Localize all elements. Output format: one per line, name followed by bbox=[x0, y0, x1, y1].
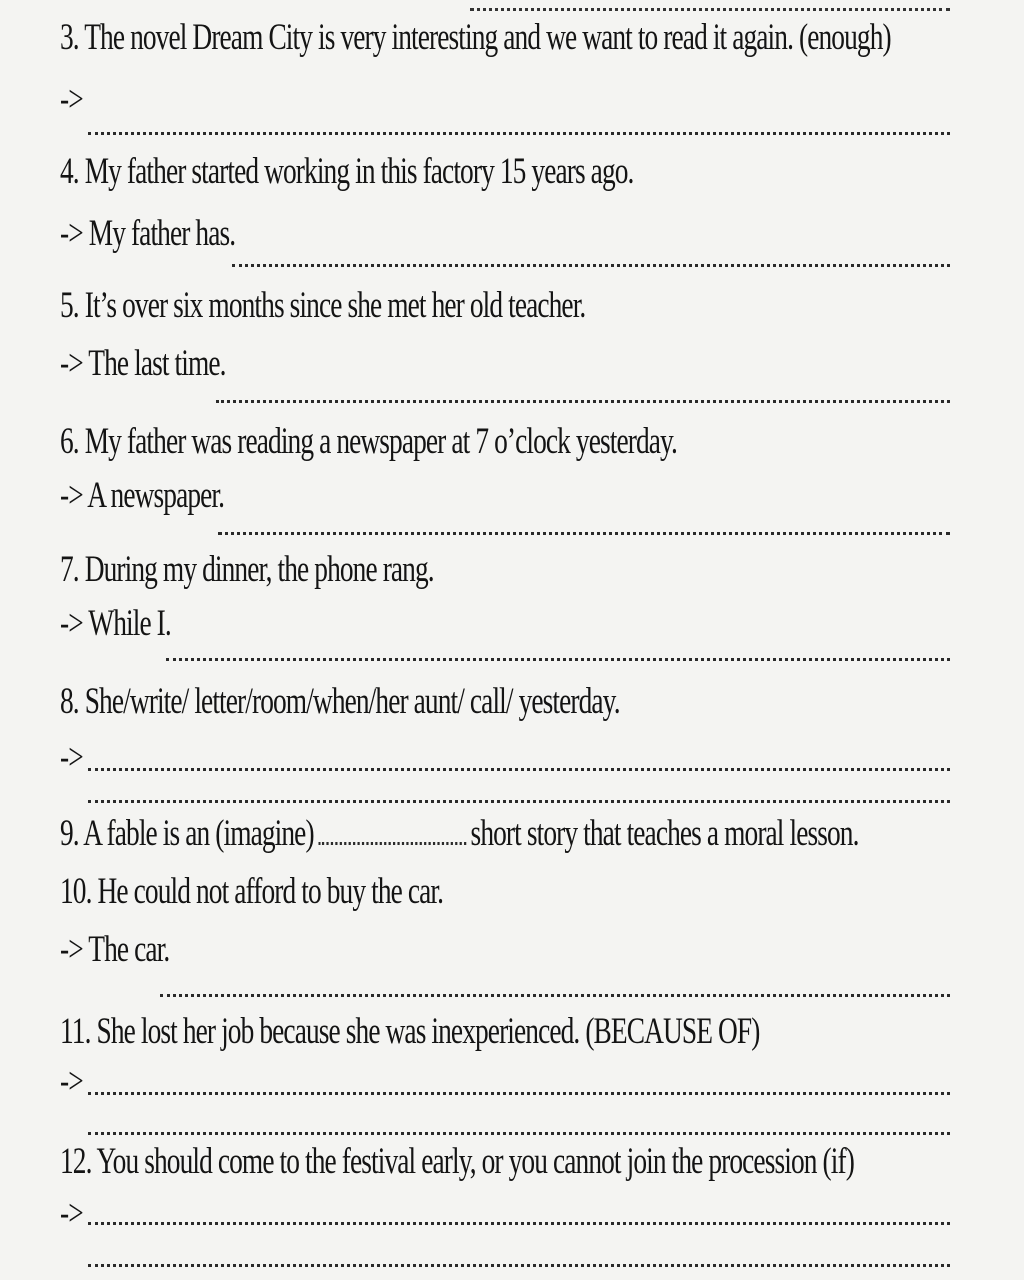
answer-line-5 bbox=[216, 390, 950, 403]
answer-blank-9 bbox=[318, 832, 466, 845]
answer-prompt-6: -> A newspaper. bbox=[60, 475, 225, 516]
answer-prompt-7: -> While I. bbox=[60, 603, 171, 644]
question-5: 5. It’s over six months since she met her old teacher. bbox=[60, 285, 586, 326]
question-9-start: 9. A fable is an (imagine) bbox=[60, 813, 314, 854]
answer-line-8b bbox=[88, 790, 950, 803]
answer-line-7 bbox=[166, 648, 950, 661]
question-4: 4. My father started working in this factory 15 years ago. bbox=[60, 151, 634, 192]
question-3: 3. The novel Dream City is very interesting and we want to read it again. (enough) bbox=[60, 17, 891, 58]
answer-line-3 bbox=[88, 122, 950, 135]
answer-prompt-5: -> The last time. bbox=[60, 343, 226, 384]
question-10: 10. He could not afford to buy the car. bbox=[60, 871, 444, 912]
answer-prompt-12: -> bbox=[60, 1193, 83, 1234]
question-8: 8. She/write/ letter/room/when/her aunt/ call/ yesterday. bbox=[60, 681, 620, 722]
answer-line-11b bbox=[88, 1122, 950, 1135]
answer-line-6 bbox=[218, 522, 950, 535]
answer-prompt-4: -> My father has. bbox=[60, 213, 236, 254]
answer-prompt-10: -> The car. bbox=[60, 929, 170, 970]
answer-line-11a bbox=[88, 1082, 950, 1095]
question-9-end: short story that teaches a moral lesson. bbox=[470, 813, 859, 854]
question-6: 6. My father was reading a newspaper at 7 o’clock yesterday. bbox=[60, 421, 678, 462]
question-7: 7. During my dinner, the phone rang. bbox=[60, 549, 434, 590]
answer-line-10 bbox=[160, 984, 950, 997]
question-12: 12. You should come to the festival early, or you cannot join the procession (if) bbox=[60, 1141, 854, 1182]
answer-line-8a bbox=[88, 758, 950, 771]
answer-line-2 bbox=[470, 0, 950, 11]
answer-prompt-8: -> bbox=[60, 737, 83, 778]
answer-line-12a bbox=[88, 1212, 950, 1225]
answer-line-12b bbox=[88, 1254, 950, 1267]
question-9 bbox=[60, 812, 859, 856]
question-11: 11. She lost her job because she was inexperienced. (BECAUSE OF) bbox=[60, 1011, 760, 1052]
answer-prompt-3: -> bbox=[60, 79, 83, 120]
answer-prompt-11: -> bbox=[60, 1061, 83, 1102]
answer-line-4 bbox=[232, 254, 950, 267]
